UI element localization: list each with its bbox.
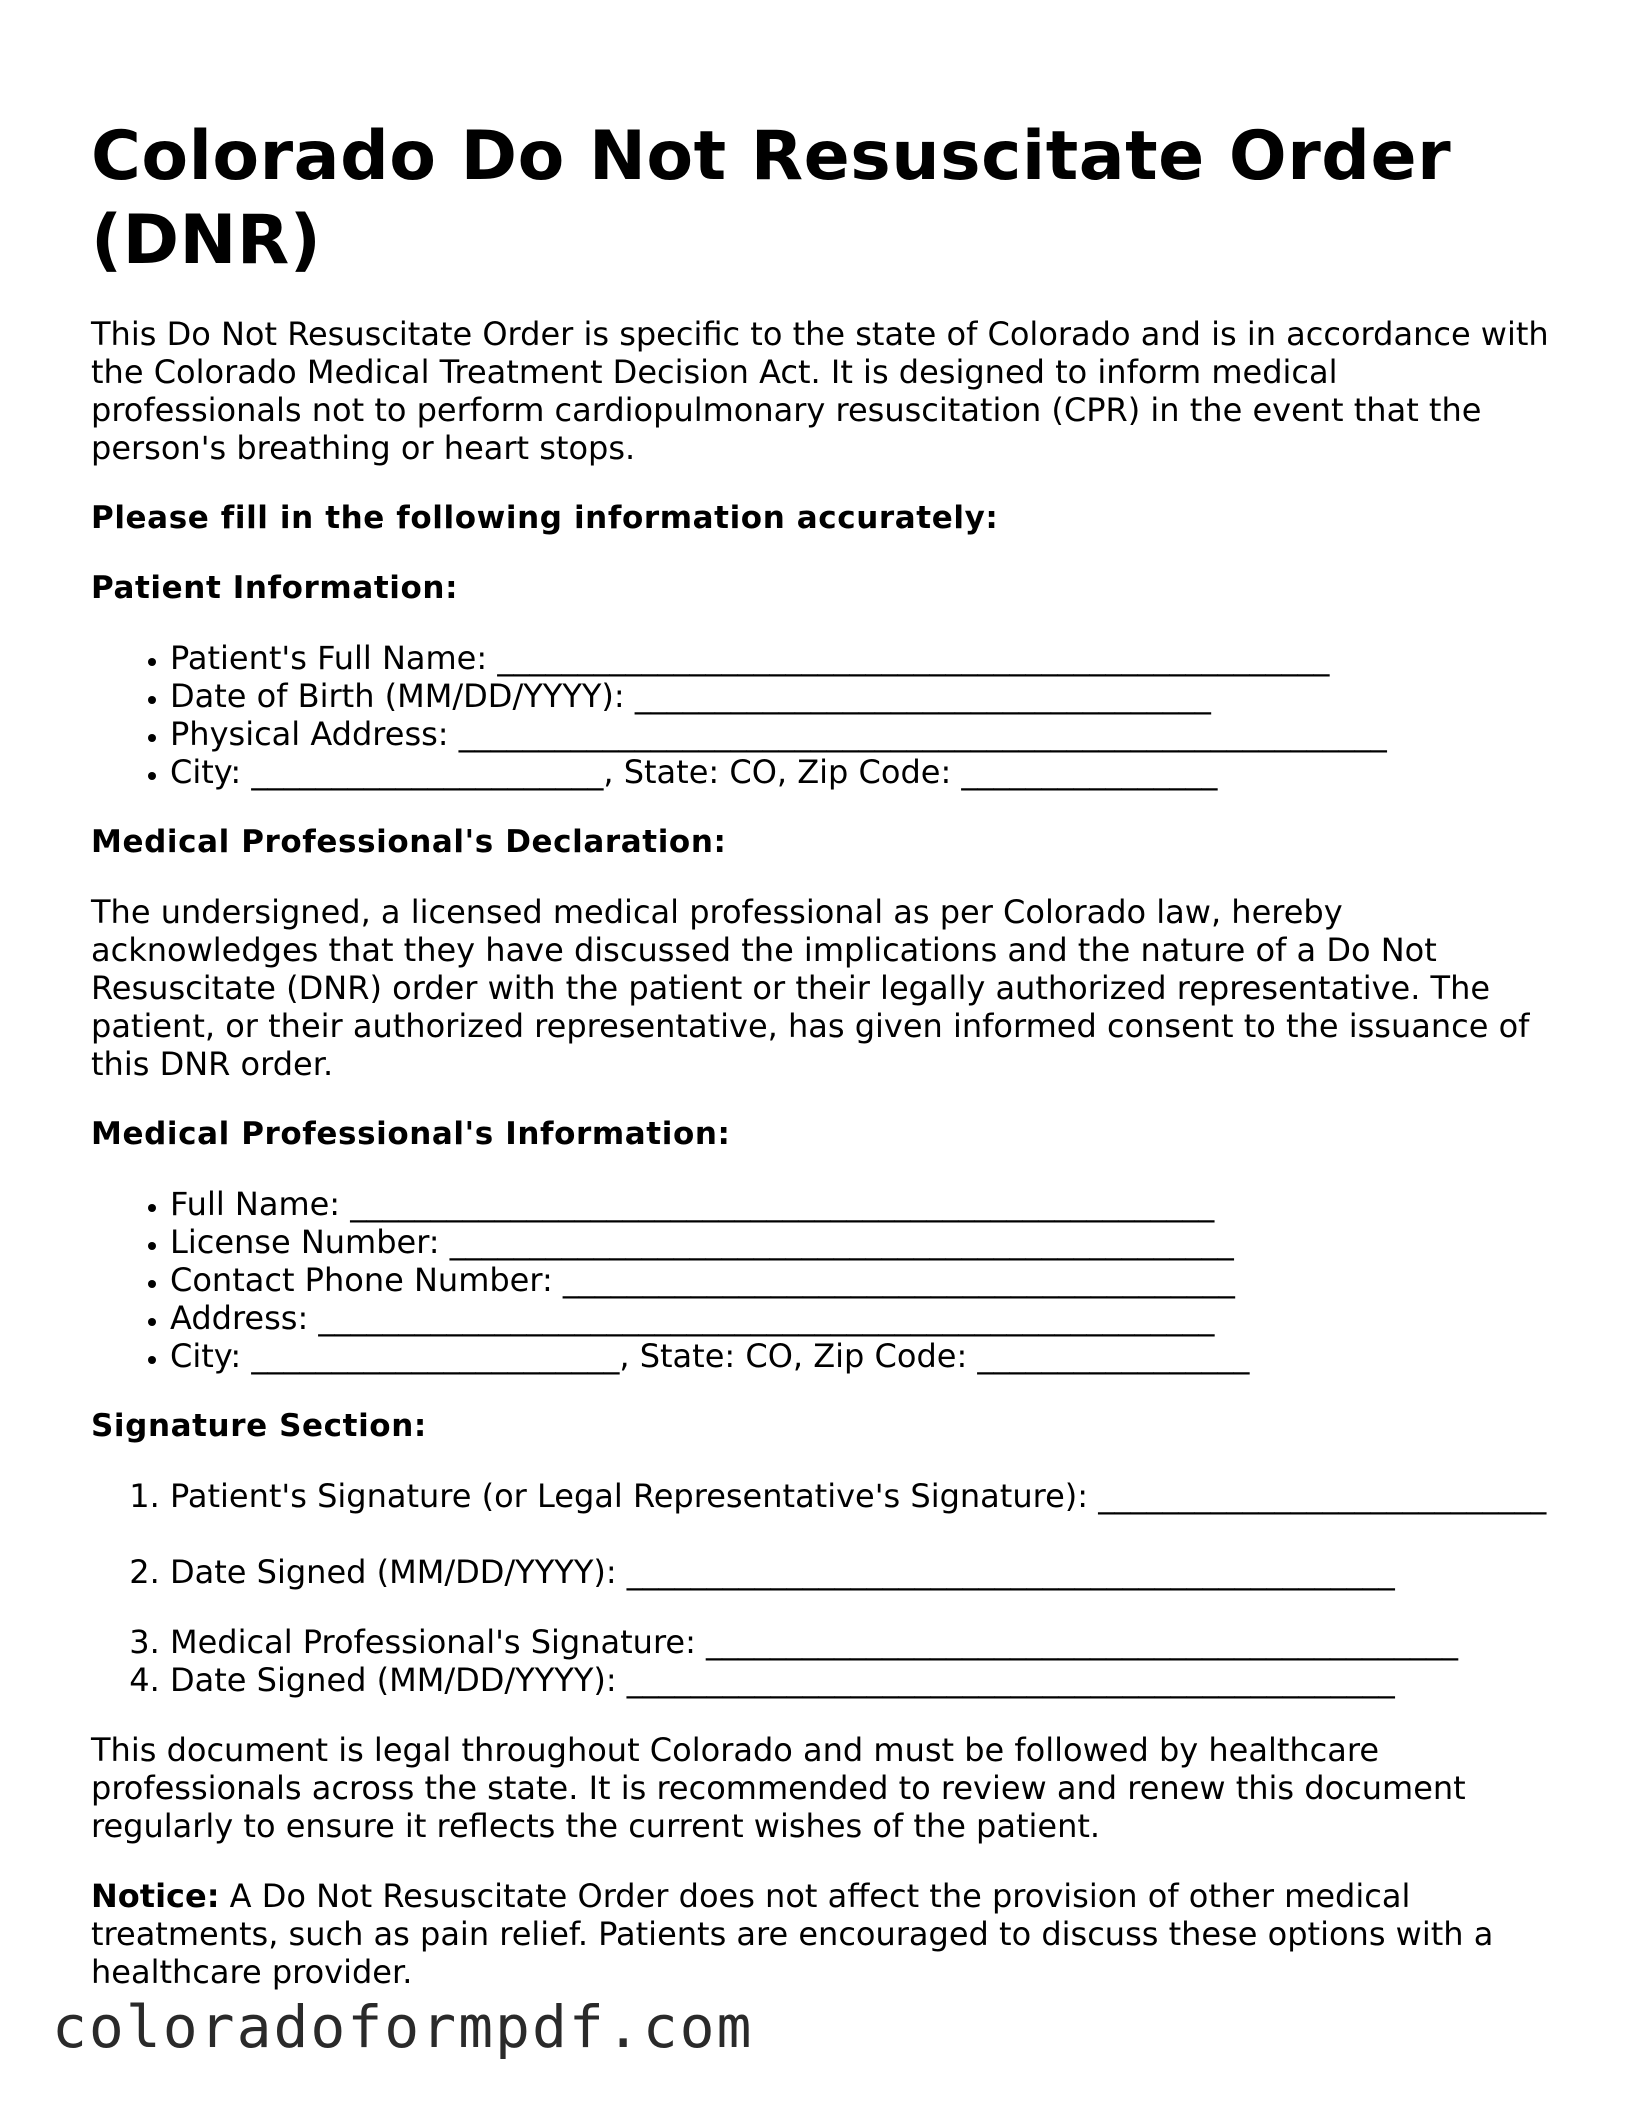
professional-city-zip-field[interactable]: • City: _______________________, State: CO, Zip Code: _________________ — [170, 1337, 1551, 1375]
patient-info-list — [91, 639, 1551, 791]
professional-address-field[interactable]: • Address: ________________________________________________________ — [170, 1299, 1551, 1337]
professional-info-heading: Medical Professional's Information: — [91, 1116, 731, 1152]
intro-paragraph: This Do Not Resuscitate Order is specific to the state of Colorado and is in accordance with the Colorado Medical Treatment Decision Act. It is designed to inform medical professionals not to perform cardiopulmonary resuscitation (CPR) in the event that the person's breathing or heart stops. — [91, 315, 1549, 467]
patient-address-field[interactable]: • Physical Address: __________________________________________________________ — [170, 715, 1551, 753]
professional-full-name-field[interactable]: • Full Name: ______________________________________________________ — [170, 1185, 1551, 1223]
professional-date-signed-field[interactable]: 4. Date Signed (MM/DD/YYYY): ________________________________________________ — [170, 1661, 1551, 1699]
instruction-heading: Please fill in the following information accurately: — [91, 500, 999, 536]
patient-date-signed-field[interactable]: 2. Date Signed (MM/DD/YYYY): ________________________________________________ — [170, 1553, 1551, 1591]
declaration-heading: Medical Professional's Declaration: — [91, 824, 727, 860]
professional-signature-field[interactable]: 3. Medical Professional's Signature: _______________________________________________ — [170, 1623, 1551, 1661]
patient-signature-field[interactable]: 1. Patient's Signature (or Legal Representative's Signature): ____________________________ — [170, 1477, 1551, 1553]
notice-label: Notice: — [91, 1877, 220, 1915]
notice-paragraph — [91, 1877, 1551, 1991]
professional-license-field[interactable]: • License Number: _________________________________________________ — [170, 1223, 1551, 1261]
signature-list — [91, 1477, 1551, 1699]
declaration-paragraph: The undersigned, a licensed medical professional as per Colorado law, hereby acknowledges that they have discussed the implications and the nature of a Do Not Resuscitate (DNR) order with the patient or their legally authorized representative. The patient, or their authorized representative, has given informed consent to the issuance of this DNR order. — [91, 893, 1530, 1083]
site-watermark: coloradoformpdf.com — [52, 1993, 754, 2061]
page-title: Colorado Do Not Resuscitate Order (DNR) — [91, 117, 1452, 280]
legal-note-paragraph: This document is legal throughout Colorado and must be followed by healthcare professionals across the state. It is recommended to review and renew this document regularly to ensure it reflects the current wishes of the patient. — [91, 1731, 1466, 1845]
patient-full-name-field[interactable]: • Patient's Full Name: ____________________________________________________ — [170, 639, 1551, 677]
notice-text: A Do Not Resuscitate Order does not affect the provision of other medical treatments, such as pain relief. Patients are encouraged to discuss these options with a healthcare provider. — [91, 1877, 1494, 1991]
patient-city-zip-field[interactable]: • City: ______________________, State: CO, Zip Code: ________________ — [170, 753, 1551, 791]
patient-info-heading: Patient Information: — [91, 570, 459, 606]
professional-info-list — [91, 1185, 1551, 1375]
signature-heading: Signature Section: — [91, 1408, 427, 1444]
document-page — [91, 115, 1551, 1991]
patient-dob-field[interactable]: • Date of Birth (MM/DD/YYYY): ____________________________________ — [170, 677, 1551, 715]
professional-phone-field[interactable]: • Contact Phone Number: __________________________________________ — [170, 1261, 1551, 1299]
